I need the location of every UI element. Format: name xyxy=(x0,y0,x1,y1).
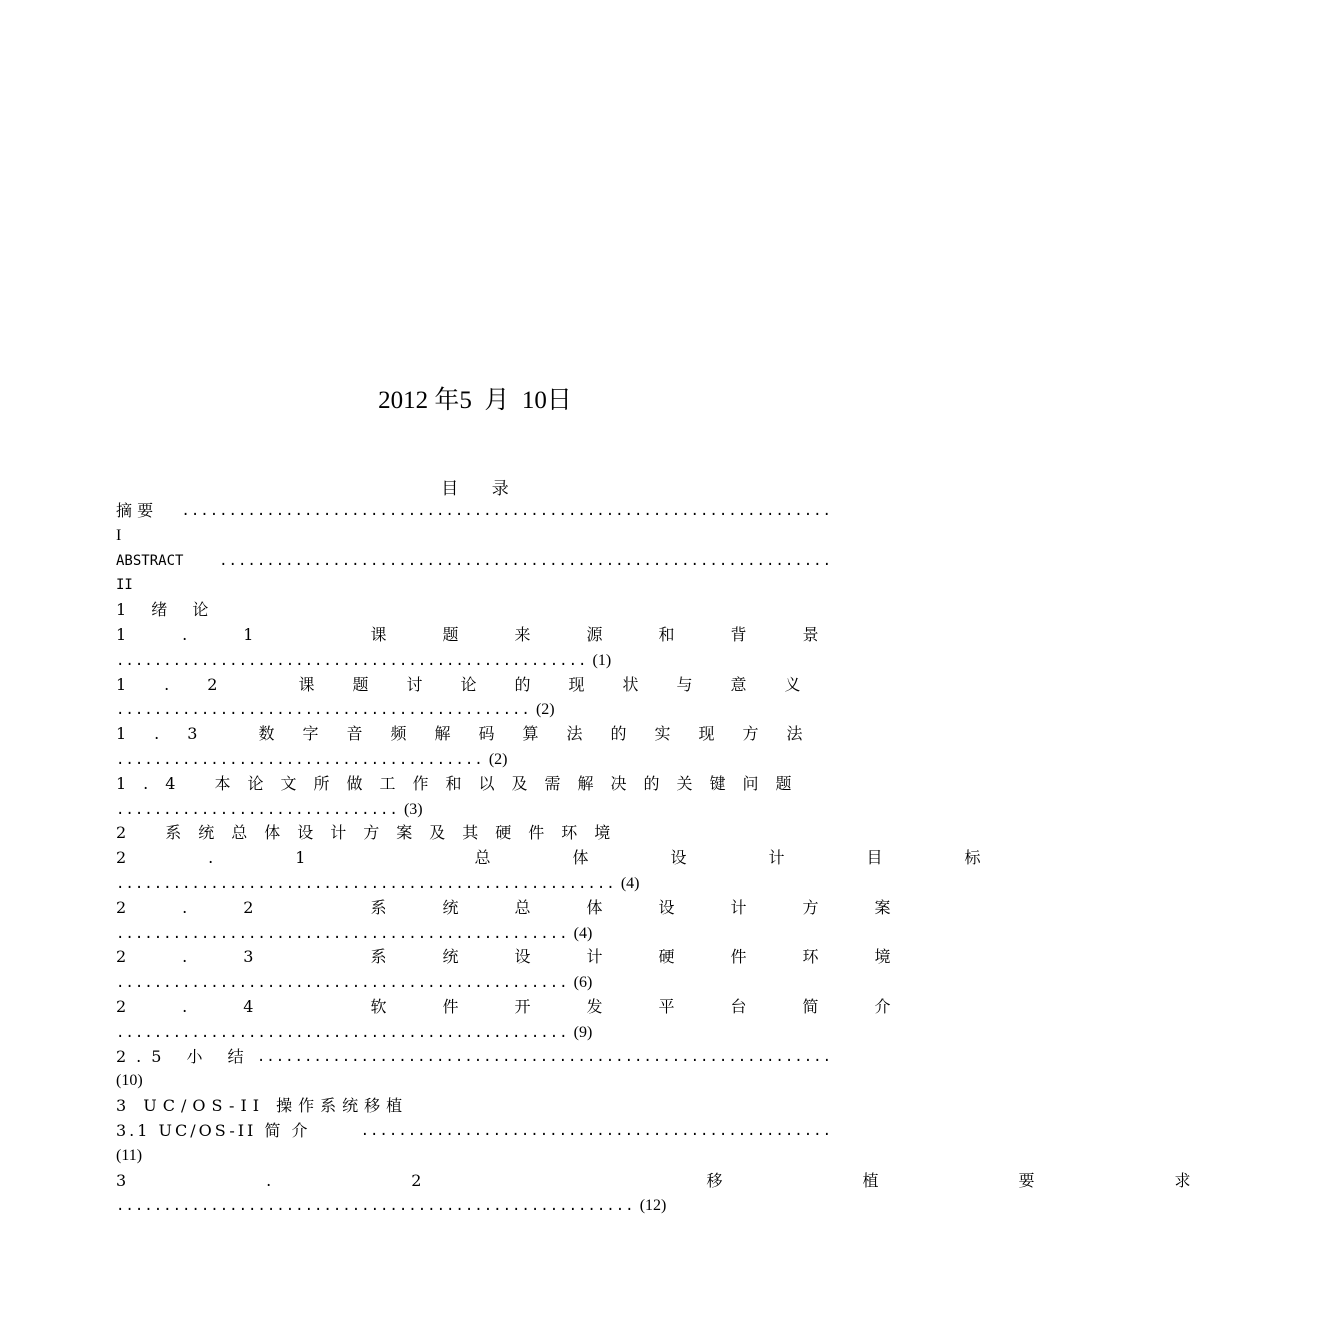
toc-entry-2-1[interactable]: 2.1 总体设计目标 xyxy=(116,848,1063,868)
toc-leader-row xyxy=(116,797,832,822)
toc-entry-page: (2) xyxy=(535,701,555,719)
toc-entry-2-5[interactable] xyxy=(116,1045,832,1070)
toc-leader-row xyxy=(116,970,832,995)
toc-entry-page: (4) xyxy=(573,924,593,942)
toc-leader-row xyxy=(116,648,832,673)
toc-dot-leader: ............................................................. xyxy=(256,1048,832,1065)
toc-entry-page: (12) xyxy=(639,1197,667,1215)
date-month: 5 xyxy=(459,387,472,414)
toc-entry-1-4[interactable]: 1.4 本论文所做工作和以及需解决的关键问题 xyxy=(116,773,809,793)
date-day: 10 xyxy=(521,387,547,414)
toc-chapter-3[interactable]: 3 UC/OS-II 操作系统移植 xyxy=(116,1096,409,1116)
toc-entry-3-2[interactable]: 3.2 移植要求 xyxy=(116,1170,1331,1190)
toc-dot-leader: .............................. xyxy=(116,801,399,818)
toc-entry-2-2[interactable]: 2.2 系统总体设计方案 xyxy=(116,897,947,917)
toc-entry-1-2[interactable]: 1.2 课题讨论的现状与意义 xyxy=(116,674,839,694)
toc-entry-abstract-cn[interactable] xyxy=(116,499,832,524)
toc-entry-page: (3) xyxy=(403,800,423,818)
toc-entry-abstract-en[interactable] xyxy=(116,549,832,574)
date-line xyxy=(0,380,950,416)
toc-dot-leader: ....................................................... xyxy=(116,1198,635,1215)
toc-entry-3-1[interactable] xyxy=(116,1119,832,1144)
toc-dot-leader: ....................................... xyxy=(116,751,484,768)
toc-leader-row xyxy=(116,921,832,946)
toc-dot-leader: ................................................ xyxy=(116,975,569,992)
toc-dot-leader: .................................................. xyxy=(116,652,588,669)
toc-entry-page: (6) xyxy=(573,974,593,992)
toc-entry-1-1[interactable]: 1.1 课题来源和背景 xyxy=(116,624,875,644)
toc-entry-page: I xyxy=(116,526,122,544)
toc-dot-leader: ................................................ xyxy=(116,1024,569,1041)
toc-chapter-1[interactable]: 1 绪 论 xyxy=(116,600,219,620)
date-day-unit: 日 xyxy=(546,387,572,414)
toc-entry-1-3[interactable]: 1.3 数字音频解码算法的实现方法 xyxy=(116,724,831,744)
toc-entry-page: (1) xyxy=(592,651,612,669)
toc-leader-row xyxy=(116,871,832,896)
toc-dot-leader: ..................................................... xyxy=(116,875,616,892)
toc-dot-leader: .................................................. xyxy=(360,1122,832,1139)
toc-leader-row xyxy=(116,697,832,722)
toc-dot-leader: ..................................................................... xyxy=(181,503,832,519)
toc-entry-page: (10) xyxy=(116,1072,143,1090)
toc-entry-page: (2) xyxy=(488,750,508,768)
toc-entry-page: (4) xyxy=(620,874,640,892)
date-month-unit: 月 xyxy=(484,387,510,414)
toc-dot-leader: ................................................ xyxy=(116,925,569,942)
table-of-contents xyxy=(116,499,1331,1218)
toc-dot-leader: ............................................ xyxy=(116,702,531,719)
toc-entry-2-3[interactable]: 2.3 系统设计硬件环境 xyxy=(116,947,947,967)
toc-entry-2-4[interactable]: 2.4 软件开发平台简介 xyxy=(116,996,947,1016)
toc-entry-label: 摘 要 xyxy=(116,501,154,520)
date-year: 2012 xyxy=(378,387,429,414)
toc-entry-page: (11) xyxy=(116,1146,143,1164)
toc-entry-label: 3.1 UC/OS-II 简 介 xyxy=(116,1120,311,1140)
toc-leader-row xyxy=(116,747,832,772)
toc-entry-label: ABSTRACT xyxy=(116,552,184,569)
date-year-unit: 年 xyxy=(434,387,460,414)
toc-entry-label: 2.5 小 结 xyxy=(116,1046,254,1066)
toc-chapter-2[interactable]: 2 系统总体设计方案及其硬件环境 xyxy=(116,823,628,843)
toc-entry-page: (9) xyxy=(573,1023,593,1041)
toc-dot-leader: ................................................................. xyxy=(219,552,832,569)
toc-title: 目 录 xyxy=(441,479,523,499)
toc-leader-row xyxy=(116,1020,832,1045)
toc-entry-page: II xyxy=(116,577,133,594)
toc-leader-row xyxy=(116,1193,832,1218)
